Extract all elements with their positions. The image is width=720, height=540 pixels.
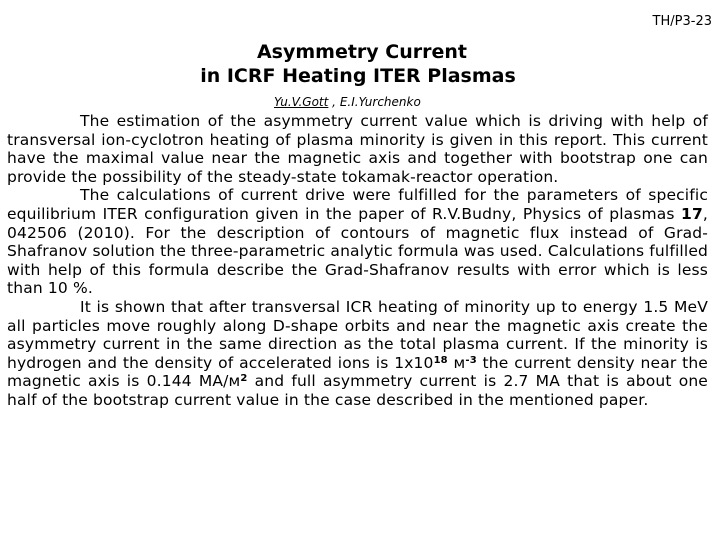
density-exponent: 18	[433, 354, 448, 366]
journal-volume: 17	[681, 204, 703, 223]
paragraph-3-text-a: It is shown that after transversal ICR heating of minority up to energy 1.5 MeV all particles move roughly along D-shape orbits and near the magnetic axis create the asymmetry current in the same direction as the total plasma current. If the minority is hydrogen and the density of accelerated ions is 1x10	[7, 297, 708, 372]
authors-line	[274, 95, 421, 109]
paragraph-2-text-a: The calculations of current drive were fulfilled for the parameters of specific equilibrium ITER configuration given in the paper of R.V.Budny, Physics of plasmas	[7, 186, 708, 223]
paragraph-3	[7, 298, 708, 410]
document-title	[0, 40, 720, 88]
paragraph-1: The estimation of the asymmetry current value which is driving with help of transversal ion-cyclotron heating of plasma minority is given in this report. This current have the maximal value near the magnetic axis and together with bootstrap one can provide the possibility of the steady-state tokamak-reactor operation.	[7, 112, 708, 186]
paragraph-2	[7, 186, 708, 298]
paragraph-3-text-b: м	[447, 353, 466, 372]
abstract-body	[7, 112, 708, 410]
paragraph-3-text-d: and full asymmetry current is 2.7 MA that is about one half of the bootstrap current value in the case described in the mentioned paper.	[7, 372, 708, 409]
title-line-1: Asymmetry Current	[256, 41, 468, 63]
author-yurchenko: E.I.Yurchenko	[339, 95, 421, 109]
unit-exponent-2: 2	[240, 373, 248, 385]
document-code: TH/P3-23	[652, 14, 712, 29]
title-line-2: in ICRF Heating ITER Plasmas	[200, 65, 516, 87]
author-gott: Yu.V.Gott	[274, 95, 329, 109]
paragraph-3-text-c: the current density near the magnetic axis is 0.144 MA/м	[7, 353, 708, 391]
paragraph-2-text-b: , 042506 (2010). For the description of contours of magnetic flux instead of Grad-Shafranov solution the three-parametric analytic formula was used. Calculations fulfilled with help of this formula describe the Grad-Shafranov results with error which is less than 10 %.	[7, 204, 708, 298]
author-separator: ,	[328, 95, 340, 109]
unit-exponent-minus-3: -3	[465, 354, 477, 366]
